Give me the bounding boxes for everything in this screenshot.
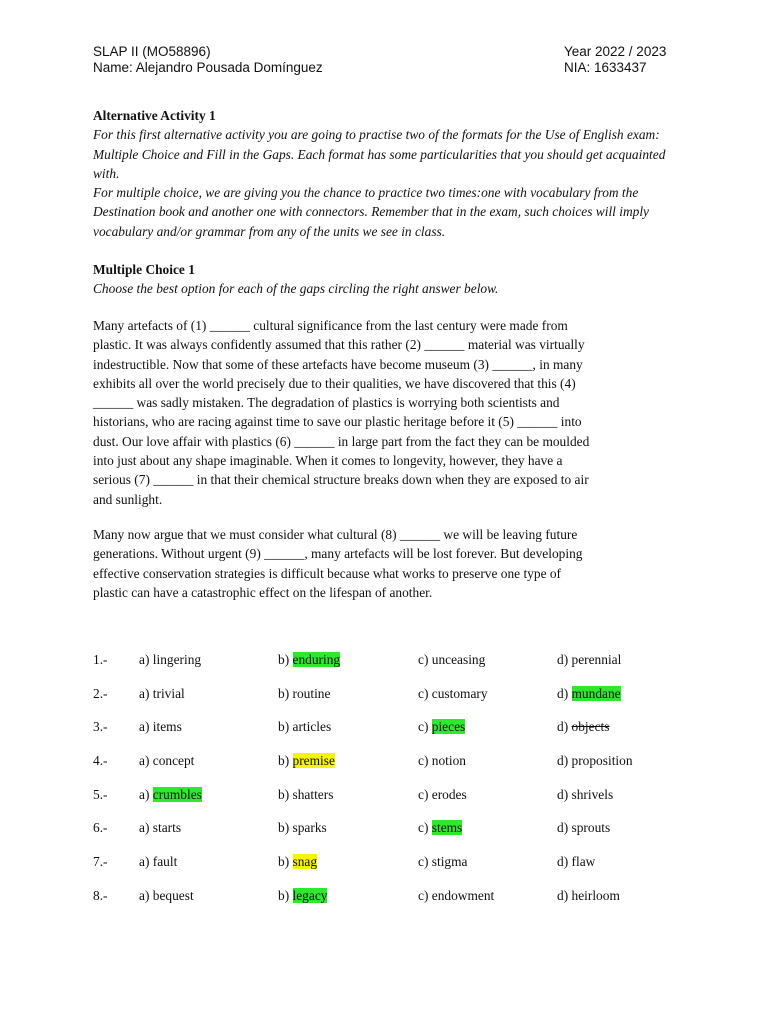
- answer-option: [557, 719, 609, 735]
- question-number: 4.-: [93, 753, 108, 769]
- option-letter: a): [139, 854, 153, 870]
- answer-option: [418, 888, 494, 904]
- option-word: items: [152, 719, 182, 735]
- answer-option: [139, 854, 177, 870]
- option-letter: d): [557, 685, 572, 701]
- option-letter: a): [139, 685, 153, 701]
- option-word: concept: [152, 753, 195, 769]
- option-word: snag: [292, 854, 318, 870]
- option-word: notion: [431, 753, 466, 769]
- academic-year: Year 2022 / 2023: [564, 44, 667, 59]
- student-name: Name: Alejandro Pousada Domínguez: [93, 60, 323, 75]
- option-word: erodes: [431, 786, 467, 802]
- option-word: heirloom: [571, 887, 620, 903]
- option-word: crumbles: [152, 786, 202, 802]
- option-letter: a): [139, 652, 153, 667]
- answer-option: [139, 888, 194, 904]
- answer-option: [557, 820, 610, 836]
- text-paragraph-2: Many now argue that we must consider what cultural (8) ______ we will be leaving future generations. Without urgent (9) ______, many artefacts will be lost forever. But developing effective conservation strategies is difficult because what works to preserve one type of plastic can have a catastrophic effect on the lifespan of another.: [93, 527, 583, 600]
- option-word: unceasing: [431, 652, 486, 667]
- option-letter: d): [557, 820, 572, 836]
- option-letter: d): [557, 753, 572, 769]
- option-letter: d): [557, 786, 572, 802]
- option-letter: b): [278, 820, 293, 836]
- option-word: trivial: [152, 685, 185, 701]
- answer-option: [278, 686, 330, 702]
- answer-option: [418, 652, 485, 668]
- answer-option: [418, 820, 462, 836]
- intro-paragraph-1: For this first alternative activity you are going to practise two of the formats for the Use of English exam: Multiple Choice and Fill in the Gaps. Each format has some particularities that you should get acquainted with.: [93, 127, 666, 181]
- option-letter: c): [418, 753, 432, 769]
- answer-option: [139, 719, 182, 735]
- option-word: sprouts: [571, 820, 611, 836]
- intro-paragraph-2: For multiple choice, we are giving you the chance to practice two times:one with vocabulary from the Destination book and another one with connectors. Remember that in the exam, such choices will imply vocabulary and/or grammar from any of the units we see in class.: [93, 185, 649, 239]
- option-letter: d): [557, 887, 572, 903]
- option-letter: b): [278, 652, 293, 667]
- answer-option: [418, 686, 488, 702]
- answer-option: [557, 652, 621, 668]
- answer-option: [278, 787, 333, 803]
- question-number: 3.-: [93, 719, 108, 735]
- option-word: fault: [152, 854, 178, 870]
- option-word: perennial: [571, 652, 622, 667]
- activity-intro: [93, 106, 673, 241]
- option-word: stigma: [431, 854, 468, 870]
- activity-title: Alternative Activity 1: [93, 108, 216, 123]
- answer-option: [557, 888, 620, 904]
- option-word: premise: [292, 753, 335, 769]
- option-word: pieces: [431, 719, 466, 735]
- answer-option: [139, 820, 181, 836]
- answer-option: [278, 719, 331, 735]
- option-letter: b): [278, 719, 293, 735]
- option-letter: c): [418, 685, 432, 701]
- option-letter: d): [557, 652, 572, 667]
- option-letter: b): [278, 753, 293, 769]
- answer-option: [278, 652, 340, 668]
- option-letter: c): [418, 820, 432, 836]
- answer-option: [278, 820, 327, 836]
- option-letter: b): [278, 854, 293, 870]
- option-word: customary: [431, 685, 488, 701]
- option-letter: d): [557, 719, 572, 735]
- question-number: 2.-: [93, 685, 108, 701]
- option-word: endowment: [431, 887, 495, 903]
- option-letter: b): [278, 786, 293, 802]
- option-word: articles: [292, 719, 332, 735]
- answer-option: [557, 753, 633, 769]
- answer-option: [557, 686, 621, 702]
- mc-heading-block: [93, 260, 673, 299]
- option-word: shrivels: [571, 786, 614, 802]
- option-word: sparks: [292, 820, 327, 836]
- course-code: SLAP II (MO58896): [93, 44, 211, 59]
- option-word: bequest: [152, 887, 194, 903]
- header-row-1: [93, 44, 672, 59]
- option-letter: a): [139, 820, 153, 836]
- answer-option: [139, 652, 201, 668]
- option-word: routine: [292, 685, 331, 701]
- answer-option: [418, 787, 467, 803]
- question-number: 8.-: [93, 887, 108, 903]
- option-word: enduring: [292, 652, 341, 667]
- option-word: objects: [571, 719, 610, 735]
- option-word: starts: [152, 820, 182, 836]
- answer-option: [557, 787, 613, 803]
- answer-option: [278, 854, 317, 870]
- option-word: mundane: [571, 685, 621, 701]
- option-word: stems: [431, 820, 463, 836]
- mc-instruction: Choose the best option for each of the gaps circling the right answer below.: [93, 281, 499, 297]
- answer-option: [418, 719, 465, 735]
- question-number: 6.-: [93, 820, 108, 836]
- option-letter: a): [139, 887, 153, 903]
- mc-title: Multiple Choice 1: [93, 262, 195, 277]
- question-number: 1.-: [93, 652, 108, 667]
- option-word: lingering: [152, 652, 202, 667]
- option-letter: c): [418, 786, 432, 802]
- answer-option: [278, 753, 335, 769]
- option-letter: d): [557, 854, 572, 870]
- student-nia: NIA: 1633437: [564, 60, 647, 75]
- text-paragraph-1: Many artefacts of (1) ______ cultural significance from the last century were made from plastic. It was always confidently assumed that this rather (2) ______ material was virtually indestructible. Now that some of these artefacts have become museum (3) ______, in many exhibits all over the world precisely due to their qualities, we have discovered that this (4) ______ was sadly mistaken. The degradation of plastics is worrying both scientists and historians, who are racing against time to save our plastic heritage before it (5) ______ into dust. Our love affair with plastics (6) ______ in large part from the fact they can be moulded into just about any shape imaginable. When it comes to longevity, however, they have a serious (7) ______ in that their chemical structure breaks down when they are exposed to air and sunlight.: [93, 318, 590, 507]
- question-number: 7.-: [93, 854, 108, 870]
- option-letter: c): [418, 854, 432, 870]
- question-number: 5.-: [93, 786, 108, 802]
- option-word: proposition: [571, 753, 633, 769]
- answer-option: [557, 854, 595, 870]
- option-letter: a): [139, 786, 153, 802]
- answer-option: [418, 854, 467, 870]
- answer-option: [139, 686, 185, 702]
- option-letter: b): [278, 685, 293, 701]
- option-letter: b): [278, 887, 293, 903]
- option-letter: a): [139, 719, 153, 735]
- option-letter: c): [418, 887, 432, 903]
- option-word: flaw: [571, 854, 596, 870]
- option-word: legacy: [292, 887, 328, 903]
- answer-option: [418, 753, 466, 769]
- answer-option: [139, 787, 202, 803]
- answer-option: [278, 888, 327, 904]
- option-letter: a): [139, 753, 153, 769]
- option-letter: c): [418, 719, 432, 735]
- option-letter: c): [418, 652, 432, 667]
- answer-option: [139, 753, 194, 769]
- header-row-2: [93, 60, 672, 75]
- option-word: shatters: [292, 786, 334, 802]
